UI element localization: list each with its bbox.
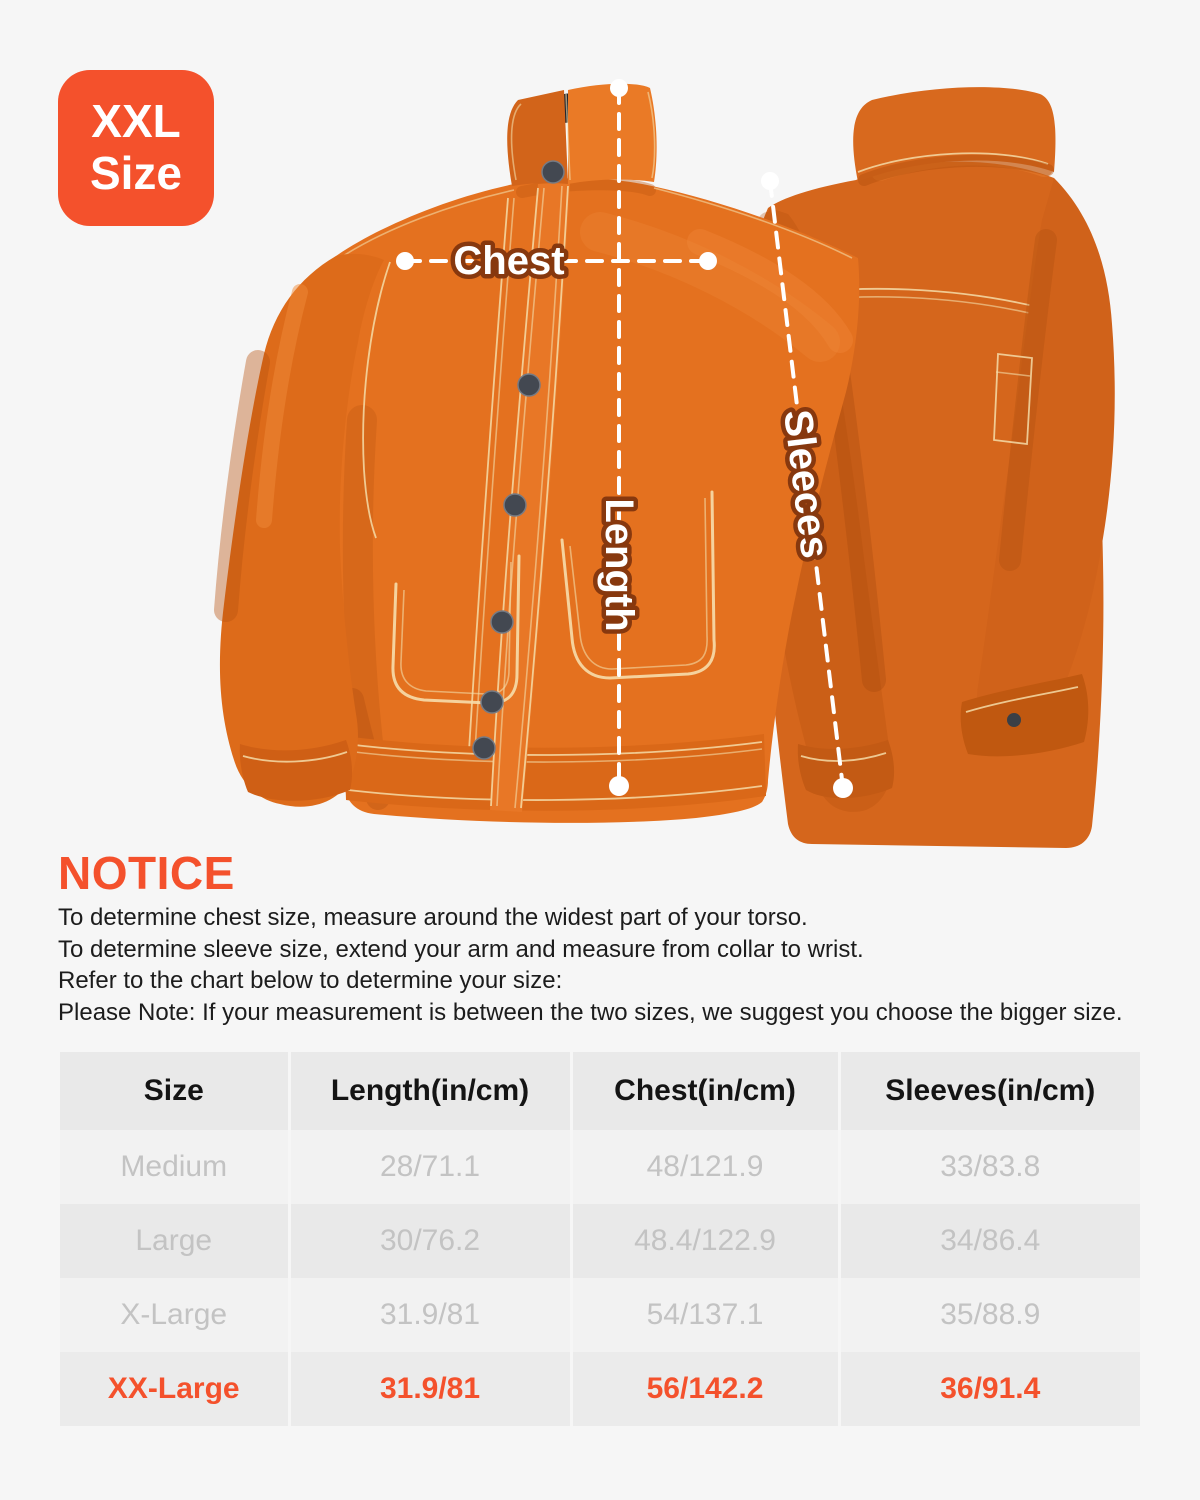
jacket-front-view bbox=[220, 84, 859, 823]
cell-sleeves: 33/83.8 bbox=[839, 1130, 1140, 1204]
col-header-size: Size bbox=[60, 1052, 289, 1130]
cell-sleeves: 35/88.9 bbox=[839, 1278, 1140, 1352]
table-header-row bbox=[60, 1052, 1140, 1130]
notice-line: To determine chest size, measure around the widest part of your torso. bbox=[58, 904, 808, 931]
cell-length: 30/76.2 bbox=[289, 1204, 571, 1278]
cell-length: 31.9/81 bbox=[289, 1352, 571, 1426]
cell-length: 28/71.1 bbox=[289, 1130, 571, 1204]
col-header-chest: Chest(in/cm) bbox=[571, 1052, 839, 1130]
cuff-snap-button bbox=[1007, 713, 1021, 727]
cell-chest: 48/121.9 bbox=[571, 1130, 839, 1204]
size-chart-table bbox=[60, 1052, 1140, 1426]
cell-size: Large bbox=[60, 1204, 289, 1278]
chest-label: Chest bbox=[453, 239, 565, 283]
table-row-x-large bbox=[60, 1278, 1140, 1352]
table-row-medium bbox=[60, 1130, 1140, 1204]
table-row-large bbox=[60, 1204, 1140, 1278]
cell-size: XX-Large bbox=[60, 1352, 289, 1426]
col-header-sleeves: Sleeves(in/cm) bbox=[839, 1052, 1140, 1130]
notice-line: To determine sleeve size, extend your arm and measure from collar to wrist. bbox=[58, 935, 864, 963]
cell-size: X-Large bbox=[60, 1278, 289, 1352]
cell-length: 31.9/81 bbox=[289, 1278, 571, 1352]
badge-size-code: XXL bbox=[91, 95, 181, 148]
notice-text bbox=[58, 902, 1168, 1028]
cell-sleeves: 34/86.4 bbox=[839, 1204, 1140, 1278]
cell-chest: 54/137.1 bbox=[571, 1278, 839, 1352]
length-label: Length bbox=[597, 498, 641, 632]
cell-chest: 48.4/122.9 bbox=[571, 1204, 839, 1278]
cell-size: Medium bbox=[60, 1130, 289, 1204]
notice-line: Refer to the chart below to determine your size: bbox=[58, 967, 563, 995]
col-header-length: Length(in/cm) bbox=[289, 1052, 571, 1130]
notice-line: Please Note: If your measurement is between the two sizes, we suggest you choose the bigger size. bbox=[58, 998, 1123, 1026]
size-badge bbox=[58, 70, 214, 226]
cell-chest: 56/142.2 bbox=[571, 1352, 839, 1426]
sleeves-label: Sleeces bbox=[775, 407, 837, 561]
badge-size-word: Size bbox=[89, 147, 183, 199]
table-row-xx-large bbox=[60, 1352, 1140, 1426]
notice-title: NOTICE bbox=[58, 847, 235, 899]
cell-sleeves: 36/91.4 bbox=[839, 1352, 1140, 1426]
